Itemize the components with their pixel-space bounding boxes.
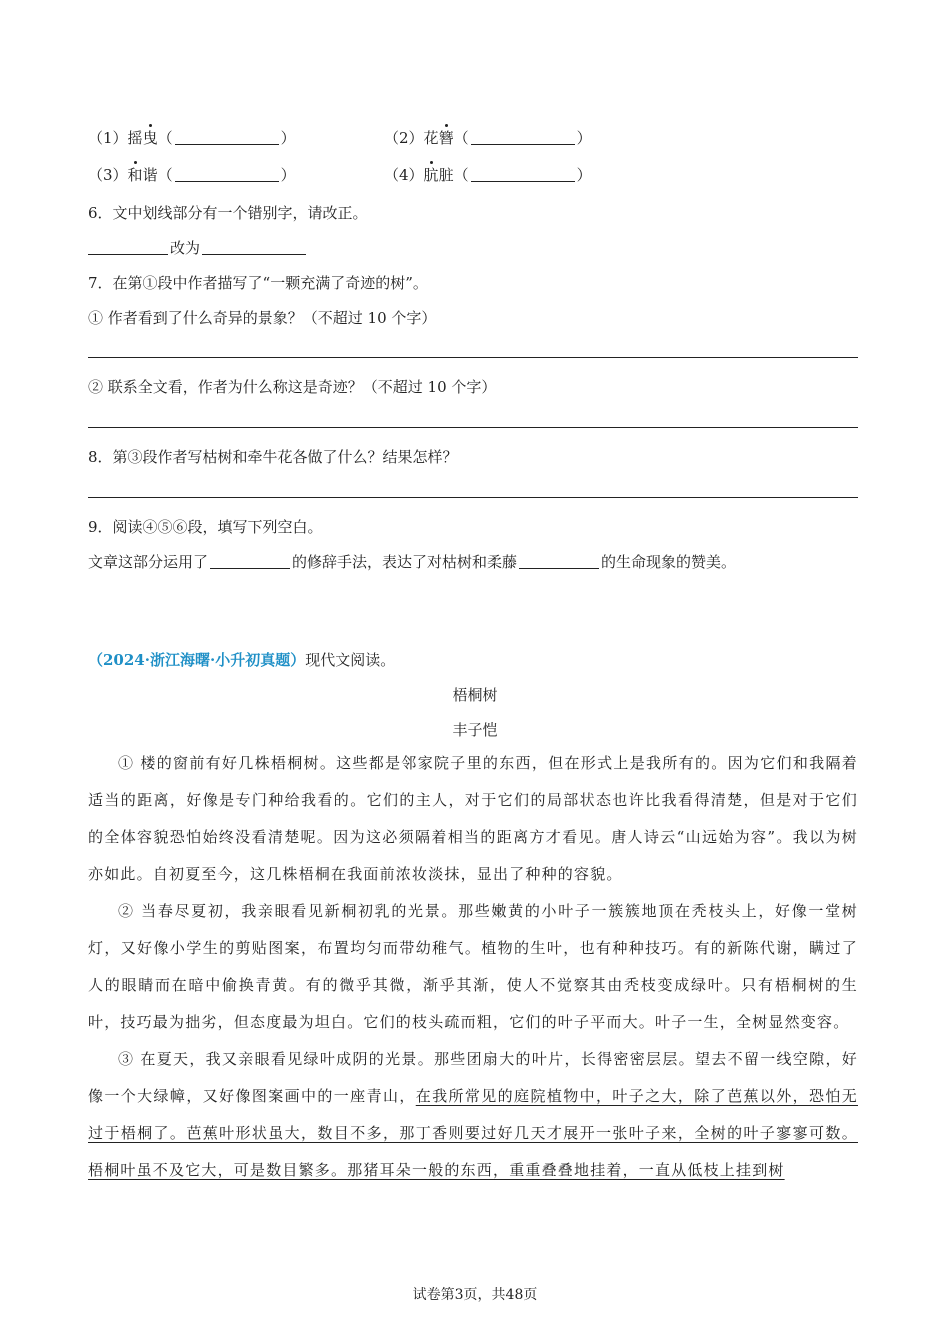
change-to-label: 改为 (170, 239, 201, 257)
word-part: 谐 (142, 166, 158, 184)
answer-blank[interactable] (88, 240, 168, 255)
dotted-char: 簪 (438, 129, 454, 147)
q5-item-3 (88, 165, 296, 185)
answer-blank[interactable] (519, 554, 599, 569)
dotted-char: 肮 (423, 166, 439, 184)
word-part: 脏 (438, 166, 454, 184)
word-part: 花 (423, 129, 439, 147)
q6-text: 6．文中划线部分有一个错别字，请改正。 (88, 204, 368, 222)
paren-close: ） (280, 166, 296, 184)
paren-open: （ (453, 129, 469, 147)
answer-blank[interactable] (210, 554, 290, 569)
q5-item-1 (88, 128, 296, 148)
section-header (88, 650, 395, 670)
paragraph-3 (88, 1041, 858, 1189)
source-tag: （2024·浙江海曙·小升初真题） (88, 651, 306, 669)
q7-sub2-answer-line[interactable] (88, 426, 858, 428)
answer-blank[interactable] (175, 167, 279, 182)
q8-answer-line[interactable] (88, 496, 858, 498)
paragraph-2: ② 当春尽夏初，我亲眼看见新桐初乳的光景。那些嫩黄的小叶子一簇簇地顶在秃枝头上，好像一堂树灯，又好像小学生的剪贴图案，布置均匀而带幼稚气。植物的生叶，也有种种技巧。有的新陈代谢，瞒过了人的眼睛而在暗中偷换青黄。有的微乎其微，渐乎其渐，使人不觉察其由秃枝变成绿叶。只有梧桐树的生叶，技巧最为拙劣，但态度最为坦白。它们的枝头疏而粗，它们的叶子平而大。叶子一生，全树显然变容。 (88, 902, 858, 1031)
answer-blank[interactable] (471, 130, 575, 145)
paren-open: （ (157, 166, 173, 184)
fill-text: 的修辞手法，表达了对枯树和柔藤 (292, 553, 518, 571)
paren-open: （ (453, 166, 469, 184)
item-number: （4） (384, 166, 424, 184)
article-author: 丰子恺 (452, 721, 498, 739)
paren-close: ） (576, 129, 592, 147)
q5-item-4 (384, 165, 592, 185)
dotted-char: 和 (127, 166, 143, 184)
answer-blank[interactable] (202, 240, 306, 255)
answer-blank[interactable] (471, 167, 575, 182)
item-number: （2） (384, 129, 424, 147)
item-number: （3） (88, 166, 128, 184)
q7-sub1: ① 作者看到了什么奇异的景象？（不超过 10 个字） (88, 309, 437, 327)
underlined-passage: 在我所常见的庭院植物中，叶子之大，除了芭蕉以外，恐怕无过于梧桐了。芭蕉叶形状虽大，数目不多，那丁香则要过好几天才展开一张叶子来，全树的叶子寥寥可数。梧桐叶虽不及它大，可是数目繁多。那猪耳朵一般的东西，重重叠叠地挂着，一直从低枝上挂到树 (88, 1087, 858, 1179)
q9-text: 9．阅读④⑤⑥段，填写下列空白。 (88, 518, 323, 536)
q5-item-2 (384, 128, 592, 148)
paragraph-3-text: ③ 在夏天，我又亲眼看见绿叶成阴的光景。那些团扇大的叶片，长得密密层层。望去不留一线空隙，好像一个大绿幛，又好像图案画中的一座青山， (88, 1050, 858, 1105)
fill-text: 的生命现象的赞美。 (601, 553, 737, 571)
q7-text: 7．在第①段中作者描写了“一颗充满了奇迹的树”。 (88, 274, 428, 292)
page-footer: 试卷第3页，共48页 (412, 1287, 538, 1303)
q9-fill (88, 552, 736, 572)
section-label: 现代文阅读。 (305, 651, 396, 669)
q7-sub2: ② 联系全文看，作者为什么称这是奇迹？（不超过 10 个字） (88, 378, 497, 396)
word-part: 摇 (127, 129, 143, 147)
paragraph-1: ① 楼的窗前有好几株梧桐树。这些都是邻家院子里的东西，但在形式上是我所有的。因为它们和我隔着适当的距离，好像是专门种给我看的。它们的主人，对于它们的局部状态也许比我看得清楚，但是对于它们的全体容貌恐怕始终没看清楚呢。因为这必须隔着相当的距离方才看见。唐人诗云“山远始为容”。我以为树亦如此。自初夏至今，这几株梧桐在我面前浓妆淡抹，显出了种种的容貌。 (88, 754, 858, 883)
dotted-char: 曳 (142, 129, 158, 147)
paren-open: （ (157, 129, 173, 147)
q6-answer (88, 238, 308, 258)
q8-text: 8．第③段作者写枯树和牵牛花各做了什么？结果怎样？ (88, 448, 458, 466)
paren-close: ） (280, 129, 296, 147)
article-title: 梧桐树 (452, 686, 498, 704)
item-number: （1） (88, 129, 128, 147)
answer-blank[interactable] (175, 130, 279, 145)
article-body (88, 745, 858, 1189)
fill-text: 文章这部分运用了 (88, 553, 209, 571)
q7-sub1-answer-line[interactable] (88, 356, 858, 358)
paren-close: ） (576, 166, 592, 184)
